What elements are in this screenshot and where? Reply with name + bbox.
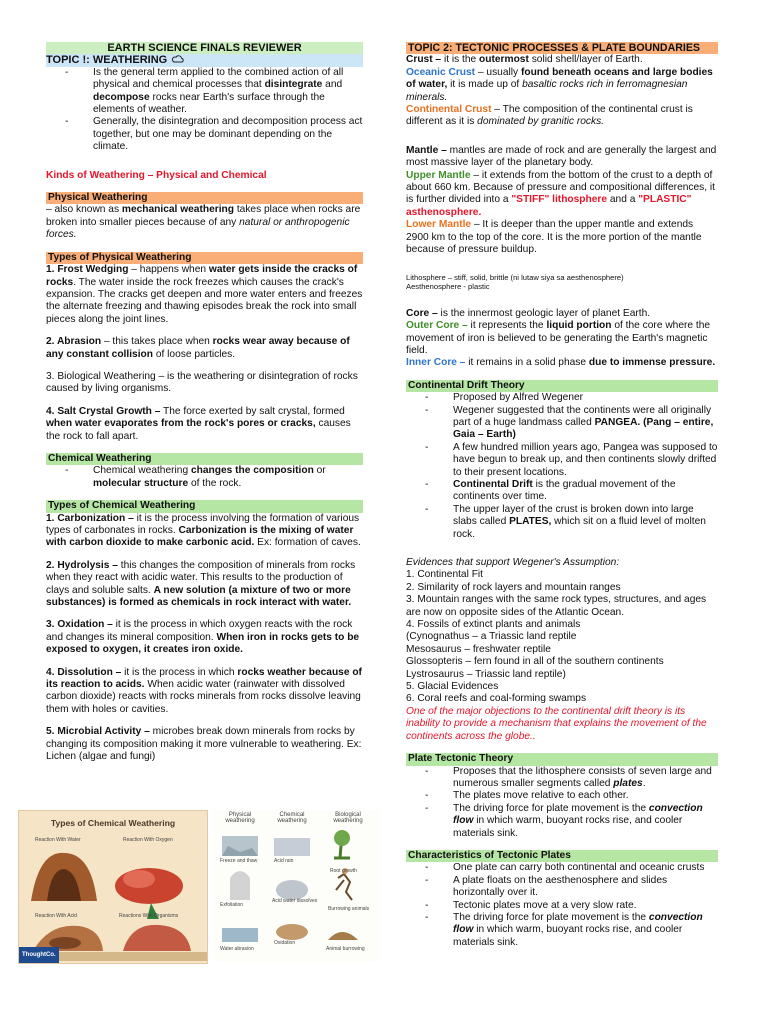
- evidence-item: (Cynognathus – a Triassic land reptile: [406, 631, 577, 643]
- evidence-item: 6. Coral reefs and coal-forming swamps: [406, 693, 587, 705]
- physical-weathering-text: – also known as mechanical weathering takes place when rocks are broken into smaller pieces because of any natural or anthropogenic forces.: [46, 204, 361, 241]
- list-item: - Is the general term applied to the combined action of all physical and chemical processes that disintegrate and decompose rocks near Earth's surface through the elements of weather.: [93, 67, 363, 117]
- list-item: - A plate floats on the aesthenosphere and slides horizontally over it.: [453, 875, 718, 900]
- inner-core: Inner Core – it remains in a solid phase due to immense pressure.: [406, 357, 716, 369]
- weathering-illustration: [19, 831, 207, 961]
- page-title: EARTH SCIENCE FINALS REVIEWER: [46, 42, 363, 54]
- figure-title: Types of Chemical Weathering: [50, 818, 176, 828]
- carbonization: 1. Carbonization – it is the process involving the formation of various types of carbonates in rocks. Carbonization is the mixing of water with carbon dioxide to make carbonic acid. Ex: formation of caves.: [46, 512, 361, 549]
- fig-label: Acid water dissolves: [272, 898, 318, 904]
- chemical-list: [46, 465, 363, 490]
- topic1-label: TOPIC !: WEATHERING: [46, 54, 168, 67]
- lower-mantle: Lower Mantle – It is deeper than the upper mantle and extends 2900 km to the top of the core. It is the more portion of the mantle because of pressure buildup.: [406, 219, 702, 256]
- topic2-heading: TOPIC 2: TECTONIC PROCESSES & PLATE BOUNDARIES: [406, 42, 718, 54]
- fig-label: Water abrasion: [220, 946, 254, 952]
- topic1-heading: [46, 54, 363, 66]
- continental-crust: Continental Crust – The composition of the continental crust is different as it is dominated by granitic rocks.: [406, 104, 693, 128]
- note-lithosphere: Lithosphere – stiff, solid, brittle (ni lutaw siya sa aesthenosphere): [406, 272, 624, 282]
- list-item: - The upper layer of the crust is broken down into large slabs called PLATES, which sit on a fluid level of molten rock.: [453, 504, 718, 541]
- frost-wedging: 1. Frost Wedging – happens when water gets inside the cracks of rocks. The water inside the rock freezes which causes the crack's expansion. The cracks get deepen and more water enters and freezes the alternate freezing and thawing episodes break the rock into small pieces along the joint lines.: [46, 264, 363, 325]
- ptt-heading: Plate Tectonic Theory: [406, 753, 718, 765]
- list-item: - Proposes that the lithosphere consists of seven large and numerous smaller segments called plates.: [453, 766, 718, 791]
- salt-crystal-growth: 4. Salt Crystal Growth – The force exerted by salt crystal, formed when water evaporates from the rock's pores or cracks, causes the rock to fall apart.: [46, 405, 351, 442]
- fig-label: Animal burrowing: [326, 946, 365, 952]
- evidence-item: Glossopteris – fern found in all of the southern continents: [406, 656, 664, 668]
- types-chemical-heading: Types of Chemical Weathering: [46, 500, 363, 512]
- right-column: [406, 42, 718, 949]
- evidence-item: 2. Similarity of rock layers and mountain ranges: [406, 581, 621, 593]
- figures-row: [18, 810, 380, 966]
- left-column: [46, 42, 363, 764]
- microbial-activity: 5. Microbial Activity – microbes break down minerals from rocks by changing its composition making it more vulnerable to weathering. Ex: Lichen (algae and fungi): [46, 726, 362, 763]
- list-item: - Proposed by Alfred Wegener: [453, 392, 718, 404]
- list-item: - Tectonic plates move at a very slow rate.: [453, 900, 718, 912]
- mantle: Mantle – mantles are made of rock and are generally the largest and most massive layer of the planetary body.: [406, 144, 717, 169]
- list-item: - Chemical weathering changes the composition or molecular structure of the rock.: [93, 465, 363, 490]
- crust: Crust – it is the outermost solid shell/layer of Earth.: [406, 54, 643, 66]
- fig-label: Root growth: [330, 868, 357, 874]
- objection-note: One of the major objections to the continental drift theory is its inability to provide a mechanism that explains the movement of the continents across the globe..: [406, 705, 707, 742]
- fig-col-label: Biological weathering: [333, 812, 363, 824]
- list-item: - The driving force for plate movement is the convection flow in which warm, buoyant rocks rise, and cooler materials sink.: [453, 803, 718, 840]
- oceanic-crust: Oceanic Crust – usually found beneath oceans and large bodies of water, it is made up of basaltic rocks rich in ferromagnesian minerals.: [406, 66, 713, 103]
- upper-mantle: Upper Mantle – it extends from the bottom of the crust to a depth of about 660 km. Because of pressure and compositional differences, it is further divided into a "STIFF" lithosphere and a "PLASTIC" asthenosphere.: [406, 169, 716, 218]
- intro-list: [46, 67, 363, 154]
- char-heading: Characteristics of Tectonic Plates: [406, 850, 718, 862]
- abrasion: 2. Abrasion – this takes place when rocks wear away because of any constant collision of loose particles.: [46, 336, 350, 360]
- fig-col-label: Chemical weathering: [277, 812, 307, 824]
- list-item: - One plate can carry both continental and oceanic crusts: [453, 862, 718, 874]
- cdt-heading: Continental Drift Theory: [406, 380, 718, 392]
- hydrolysis: 2. Hydrolysis – this changes the composition of minerals from rocks when they react with acidic water. This results to the production of clays and soluble salts. A new solution (a mixture of two or more substances) is formed as chemicals in rock interact with water.: [46, 559, 356, 609]
- physical-weathering-heading: Physical Weathering: [46, 192, 363, 204]
- weathering-types-figure: [212, 810, 380, 962]
- oxidation: 3. Oxidation – it is the process in which oxygen reacts with the rock and changes its mineral composition. When iron in rocks gets to be exposed to oxygen, it creates iron oxide.: [46, 619, 360, 656]
- note-aesthenosphere: Aesthenosphere - plastic: [406, 282, 490, 292]
- chemical-weathering-heading: Chemical Weathering: [46, 453, 363, 465]
- fig-label: Freeze and thaw: [220, 858, 258, 864]
- fig-label: Burrowing animals: [328, 906, 370, 912]
- evidence-title: Evidences that support Wegener's Assumption:: [406, 557, 620, 568]
- fig-label: Exfoliation: [220, 902, 244, 908]
- outer-core: Outer Core – it represents the liquid portion of the core where the movement of iron is believed to be generating the Earth's magnetic field.: [406, 320, 711, 356]
- fig-label: Reactions With Organisms: [119, 913, 179, 919]
- fig-label: Reaction With Oxygen: [123, 837, 173, 843]
- weathering-types-illustration: [212, 828, 376, 958]
- list-item: - Continental Drift is the gradual movement of the continents over time.: [453, 479, 718, 504]
- thoughtco-logo: ThoughtCo.: [19, 947, 59, 963]
- kinds-of-weathering: Kinds of Weathering – Physical and Chemical: [46, 169, 267, 181]
- types-physical-heading: Types of Physical Weathering: [46, 252, 363, 264]
- evidence-item: 5. Glacial Evidences: [406, 681, 499, 693]
- evidence-item: 4. Fossils of extinct plants and animals: [406, 619, 581, 631]
- ptt-list: [406, 766, 718, 840]
- list-item: - A few hundred million years ago, Pangea was supposed to have begun to break up, and then continents slowly drifted to their present locations.: [453, 442, 718, 479]
- list-item: - The plates move relative to each other.: [453, 790, 718, 802]
- evidence-item: Lystrosaurus – Triassic land reptile): [406, 668, 566, 680]
- biological-weathering: 3. Biological Weathering – is the weathering or disintegration of rocks caused by living organisms.: [46, 370, 358, 395]
- list-item: - The driving force for plate movement is the convection flow in which warm, buoyant rocks rise, and cooler materials sink.: [453, 912, 718, 949]
- evidence-item: Mesosaurus – freshwater reptile: [406, 643, 551, 655]
- evidence-item: 3. Mountain ranges with the same rock types, structures, and ages are now on opposite sides of the Atlantic Ocean.: [406, 594, 707, 618]
- cdt-list: [406, 392, 718, 541]
- fig-label: Reaction With Water: [35, 837, 81, 843]
- core: Core – is the innermost geologic layer of planet Earth.: [406, 307, 651, 319]
- fig-col-label: Physical weathering: [225, 812, 255, 824]
- fig-label: Reaction With Acid: [35, 913, 77, 919]
- cloud-icon: [171, 54, 184, 66]
- char-list: [406, 862, 718, 949]
- list-item: - Generally, the disintegration and decomposition process act together, but one may be dominant depending on the climate.: [93, 116, 363, 153]
- fig-label: Acid rain: [274, 858, 294, 864]
- fig-label: Oxidation: [274, 940, 296, 946]
- evidence-item: 1. Continental Fit: [406, 569, 484, 581]
- chemical-weathering-figure: [18, 810, 208, 964]
- list-item: - Wegener suggested that the continents were all originally part of a huge landmass called PANGEA. (Pang – entire, Gaia – Earth): [453, 405, 718, 442]
- dissolution: 4. Dissolution – it is the process in which rocks weather because of its reaction to acids. When acidic water (rainwater with dissolved carbon dioxide) reacts with rocks minerals from rocks dissolve leaving them with holes or cavities.: [46, 666, 362, 715]
